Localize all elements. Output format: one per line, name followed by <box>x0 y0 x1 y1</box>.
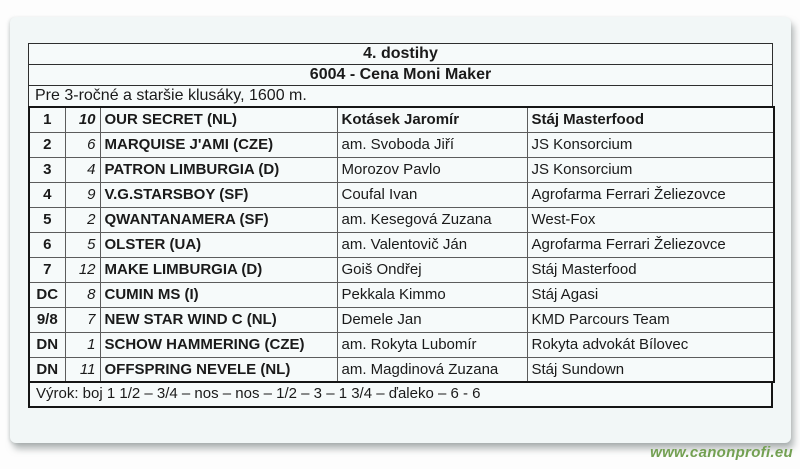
program-number: 11 <box>65 357 100 382</box>
stable-name: Agrofarma Ferrari Želiezovce <box>527 232 774 257</box>
stable-name: Rokyta advokát Bílovec <box>527 332 774 357</box>
driver-name: am. Rokyta Lubomír <box>337 332 527 357</box>
finish-position: 6 <box>29 232 65 257</box>
program-number: 8 <box>65 282 100 307</box>
driver-name: Pekkala Kimmo <box>337 282 527 307</box>
horse-name: OLSTER (UA) <box>100 232 337 257</box>
stable-name: Stáj Sundown <box>527 357 774 382</box>
program-number: 6 <box>65 132 100 157</box>
finish-position: 3 <box>29 157 65 182</box>
stable-name: West-Fox <box>527 207 774 232</box>
horse-name: PATRON LIMBURGIA (D) <box>100 157 337 182</box>
race-sheet <box>28 43 773 408</box>
horse-name: QWANTANAMERA (SF) <box>100 207 337 232</box>
horse-name: SCHOW HAMMERING (CZE) <box>100 332 337 357</box>
stable-name: JS Konsorcium <box>527 132 774 157</box>
driver-name: Coufal Ivan <box>337 182 527 207</box>
watermark: www.canonprofi.eu <box>650 444 793 461</box>
stable-name: KMD Parcours Team <box>527 307 774 332</box>
finish-position: 2 <box>29 132 65 157</box>
finish-position: 9/8 <box>29 307 65 332</box>
program-number: 10 <box>65 107 100 132</box>
driver-name: am. Magdinová Zuzana <box>337 357 527 382</box>
horse-name: CUMIN MS (I) <box>100 282 337 307</box>
finish-position: 7 <box>29 257 65 282</box>
results-table <box>28 106 775 383</box>
program-number: 12 <box>65 257 100 282</box>
race-sheet-card <box>10 17 791 443</box>
driver-name: am. Kesegová Zuzana <box>337 207 527 232</box>
finish-position: 5 <box>29 207 65 232</box>
stable-name: Stáj Masterfood <box>527 107 774 132</box>
driver-name: Kotásek Jaromír <box>337 107 527 132</box>
finish-position: 4 <box>29 182 65 207</box>
stable-name: JS Konsorcium <box>527 157 774 182</box>
race-conditions: Pre 3-ročné a staršie klusáky, 1600 m. <box>28 85 773 107</box>
driver-name: Demele Jan <box>337 307 527 332</box>
table-row <box>29 207 774 232</box>
program-number: 1 <box>65 332 100 357</box>
table-row <box>29 132 774 157</box>
stable-name: Agrofarma Ferrari Želiezovce <box>527 182 774 207</box>
table-row <box>29 307 774 332</box>
driver-name: am. Valentovič Ján <box>337 232 527 257</box>
stable-name: Stáj Masterfood <box>527 257 774 282</box>
program-number: 4 <box>65 157 100 182</box>
program-number: 5 <box>65 232 100 257</box>
stable-name: Stáj Agasi <box>527 282 774 307</box>
program-number: 2 <box>65 207 100 232</box>
horse-name: V.G.STARSBOY (SF) <box>100 182 337 207</box>
table-row <box>29 332 774 357</box>
program-number: 7 <box>65 307 100 332</box>
race-name-header: 6004 - Cena Moni Maker <box>28 64 773 86</box>
table-row <box>29 232 774 257</box>
finish-position: DN <box>29 357 65 382</box>
verdict-line: Výrok: boj 1 1/2 – 3/4 – nos – nos – 1/2 – 3 – 1 3/4 – ďaleko – 6 - 6 <box>28 383 773 408</box>
horse-name: OUR SECRET (NL) <box>100 107 337 132</box>
table-row <box>29 257 774 282</box>
table-row <box>29 357 774 382</box>
horse-name: OFFSPRING NEVELE (NL) <box>100 357 337 382</box>
finish-position: DN <box>29 332 65 357</box>
race-number-header: 4. dostihy <box>28 43 773 65</box>
finish-position: 1 <box>29 107 65 132</box>
horse-name: MAKE LIMBURGIA (D) <box>100 257 337 282</box>
finish-position: DC <box>29 282 65 307</box>
table-row <box>29 182 774 207</box>
table-row <box>29 282 774 307</box>
driver-name: Goiš Ondřej <box>337 257 527 282</box>
driver-name: am. Svoboda Jiří <box>337 132 527 157</box>
table-row <box>29 157 774 182</box>
horse-name: MARQUISE J'AMI (CZE) <box>100 132 337 157</box>
table-row <box>29 107 774 132</box>
horse-name: NEW STAR WIND C (NL) <box>100 307 337 332</box>
program-number: 9 <box>65 182 100 207</box>
driver-name: Morozov Pavlo <box>337 157 527 182</box>
